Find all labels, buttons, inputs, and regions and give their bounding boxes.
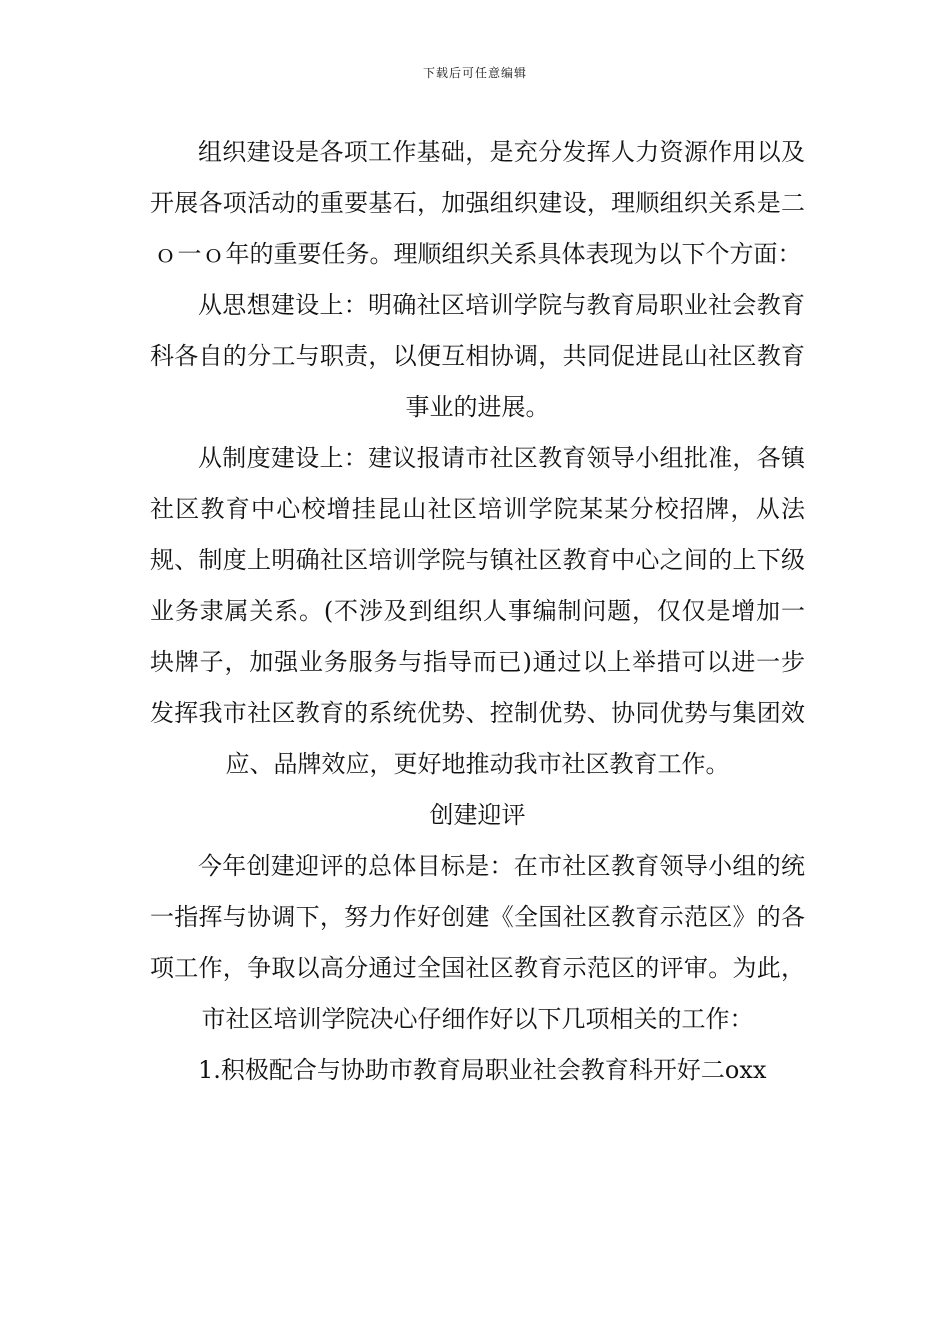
paragraph-system: 从制度建设上：建议报请市社区教育领导小组批准，各镇社区教育中心校增挂昆山社区培训学院某某分校招牌，从法规、制度上明确社区培训学院与镇社区教育中心之间的上下级业务隶属关系。(不涉及到组织人事编制问题，仅仅是增加一块牌子，加强业务服务与指导而已)通过以上举措可以进一步发挥我市社区教育的系统优势、控制优势、协同优势与集团效应、品牌效应，更好地推动我市社区教育工作。 bbox=[150, 444, 805, 778]
list-item-1: 1.积极配合与协助市教育局职业社会教育科开好二oxx bbox=[198, 1056, 767, 1084]
page-header: 下载后可任意编辑 bbox=[422, 66, 527, 80]
section-heading: 创建迎评 bbox=[429, 801, 526, 829]
document-body bbox=[150, 127, 805, 1096]
paragraph-organization: 组织建设是各项工作基础，是充分发挥人力资源作用以及开展各项活动的重要基石，加强组织建设，理顺组织关系是二ｏ一ｏ年的重要任务。理顺组织关系具体表现为以下个方面： bbox=[150, 138, 805, 268]
paragraph-goal: 今年创建迎评的总体目标是：在市社区教育领导小组的统一指挥与协调下，努力作好创建《全国社区教育示范区》的各项工作，争取以高分通过全国社区教育示范区的评审。为此，市社区培训学院决心仔细作好以下几项相关的工作： bbox=[150, 852, 805, 1033]
paragraph-ideology: 从思想建设上：明确社区培训学院与教育局职业社会教育科各自的分工与职责，以便互相协调，共同促进昆山社区教育事业的进展。 bbox=[150, 291, 805, 421]
